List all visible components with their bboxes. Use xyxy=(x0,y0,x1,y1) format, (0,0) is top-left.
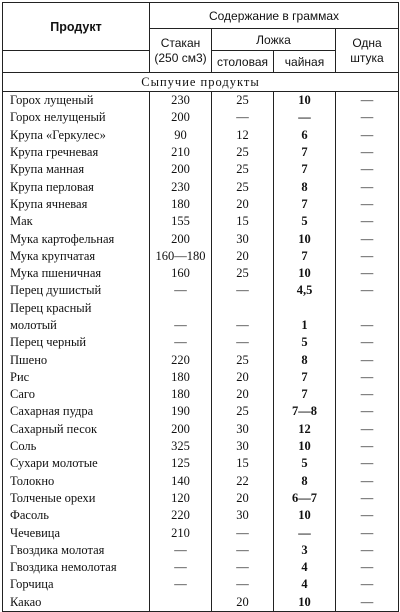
cell-tbsp: 15 xyxy=(212,213,274,230)
table-row xyxy=(3,230,399,247)
cell-tsp: 8 xyxy=(274,351,336,368)
cell-piece: — xyxy=(336,213,399,230)
header-glass xyxy=(150,29,212,73)
table-row xyxy=(3,403,399,420)
cell-tsp: — xyxy=(274,524,336,541)
table-row xyxy=(3,490,399,507)
header-spoon: Ложка xyxy=(212,29,336,51)
cell-tbsp: 22 xyxy=(212,473,274,490)
header-glass-label: Стакан xyxy=(160,35,201,50)
header-tablespoon: столовая xyxy=(212,51,274,73)
cell-name: Крупа перловая xyxy=(3,178,150,195)
header-teaspoon: чайная xyxy=(274,51,336,73)
cell-glass: 180 xyxy=(150,369,212,386)
table-row xyxy=(3,473,399,490)
table-body xyxy=(3,92,399,612)
table-row xyxy=(3,265,399,282)
cell-tbsp: 20 xyxy=(212,594,274,612)
cell-piece: — xyxy=(336,196,399,213)
cell-name: Какао xyxy=(3,594,150,612)
cell-piece: — xyxy=(336,334,399,351)
cell-tbsp: — xyxy=(212,317,274,334)
cell-tbsp: — xyxy=(212,542,274,559)
cell-glass xyxy=(150,594,212,612)
cell-tbsp: 30 xyxy=(212,438,274,455)
cell-glass: 200 xyxy=(150,421,212,438)
cell-tbsp: 30 xyxy=(212,507,274,524)
cell-tsp: 12 xyxy=(274,421,336,438)
cell-tsp: 7 xyxy=(274,386,336,403)
table-row xyxy=(3,161,399,178)
cell-tbsp: 15 xyxy=(212,455,274,472)
table-row xyxy=(3,178,399,195)
cell-piece: — xyxy=(336,161,399,178)
header-product-spacer xyxy=(3,51,150,73)
cell-piece: — xyxy=(336,282,399,299)
cell-tbsp: — xyxy=(212,559,274,576)
cell-tsp: 7 xyxy=(274,144,336,161)
cell-piece: — xyxy=(336,490,399,507)
cell-glass: — xyxy=(150,317,212,334)
cell-tbsp: 20 xyxy=(212,386,274,403)
cell-tsp: 7 xyxy=(274,161,336,178)
table-row xyxy=(3,576,399,593)
cell-name: молотый xyxy=(3,317,150,334)
cell-piece: — xyxy=(336,265,399,282)
cell-glass: — xyxy=(150,542,212,559)
cell-tsp: — xyxy=(274,109,336,126)
cell-name: Перец красный xyxy=(3,300,150,317)
cell-piece: — xyxy=(336,230,399,247)
cell-tbsp: 30 xyxy=(212,421,274,438)
table-row xyxy=(3,559,399,576)
cell-tbsp: 25 xyxy=(212,178,274,195)
cell-glass: 230 xyxy=(150,178,212,195)
cell-glass: 200 xyxy=(150,109,212,126)
measures-table xyxy=(2,2,399,612)
cell-name: Мука крупчатая xyxy=(3,248,150,265)
cell-tbsp xyxy=(212,300,274,317)
cell-tsp xyxy=(274,300,336,317)
cell-glass xyxy=(150,300,212,317)
table-row xyxy=(3,421,399,438)
table-row xyxy=(3,455,399,472)
cell-glass: 120 xyxy=(150,490,212,507)
cell-tbsp: — xyxy=(212,524,274,541)
cell-name: Сухари молотые xyxy=(3,455,150,472)
cell-name: Рис xyxy=(3,369,150,386)
table-row xyxy=(3,127,399,144)
cell-glass: 190 xyxy=(150,403,212,420)
cell-name: Толокно xyxy=(3,473,150,490)
cell-name: Саго xyxy=(3,386,150,403)
header-product: Продукт xyxy=(3,3,150,51)
cell-tsp: 7 xyxy=(274,369,336,386)
cell-tsp: 10 xyxy=(274,265,336,282)
cell-glass: 200 xyxy=(150,161,212,178)
header-one-piece xyxy=(336,29,399,73)
cell-name: Фасоль xyxy=(3,507,150,524)
table-row xyxy=(3,248,399,265)
cell-name: Крупа манная xyxy=(3,161,150,178)
table-row xyxy=(3,438,399,455)
cell-piece: — xyxy=(336,386,399,403)
cell-glass: 160—180 xyxy=(150,248,212,265)
table-row xyxy=(3,351,399,368)
cell-glass: 220 xyxy=(150,507,212,524)
cell-tsp: 4,5 xyxy=(274,282,336,299)
cell-name: Гвоздика молотая xyxy=(3,542,150,559)
cell-glass: — xyxy=(150,282,212,299)
cell-tsp: 5 xyxy=(274,455,336,472)
table-row xyxy=(3,524,399,541)
cell-tsp: 8 xyxy=(274,473,336,490)
table-row xyxy=(3,92,399,110)
cell-glass: 200 xyxy=(150,230,212,247)
cell-name: Горох лущеный xyxy=(3,92,150,110)
cell-name: Мука пшеничная xyxy=(3,265,150,282)
cell-tsp: 10 xyxy=(274,92,336,110)
cell-glass: 155 xyxy=(150,213,212,230)
cell-tsp: 6—7 xyxy=(274,490,336,507)
cell-glass: 210 xyxy=(150,524,212,541)
cell-glass: 90 xyxy=(150,127,212,144)
cell-glass: 230 xyxy=(150,92,212,110)
cell-tbsp: 12 xyxy=(212,127,274,144)
cell-name: Соль xyxy=(3,438,150,455)
cell-piece: — xyxy=(336,317,399,334)
cell-tsp: 5 xyxy=(274,334,336,351)
table-row xyxy=(3,542,399,559)
cell-name: Крупа гречневая xyxy=(3,144,150,161)
cell-piece: — xyxy=(336,92,399,110)
cell-tbsp: 20 xyxy=(212,248,274,265)
cell-tbsp: — xyxy=(212,282,274,299)
cell-tsp: 4 xyxy=(274,559,336,576)
cell-name: Горох нелущеный xyxy=(3,109,150,126)
table-row xyxy=(3,386,399,403)
cell-name: Крупа «Геркулес» xyxy=(3,127,150,144)
cell-tbsp: 25 xyxy=(212,403,274,420)
cell-glass: 125 xyxy=(150,455,212,472)
cell-tsp: 3 xyxy=(274,542,336,559)
cell-piece: — xyxy=(336,473,399,490)
cell-glass: — xyxy=(150,559,212,576)
cell-name: Горчица xyxy=(3,576,150,593)
cell-tsp: 7 xyxy=(274,196,336,213)
cell-piece: — xyxy=(336,438,399,455)
cell-tbsp: 25 xyxy=(212,265,274,282)
cell-tbsp: — xyxy=(212,334,274,351)
cell-piece: — xyxy=(336,507,399,524)
cell-piece: — xyxy=(336,421,399,438)
cell-piece: — xyxy=(336,542,399,559)
cell-name: Мак xyxy=(3,213,150,230)
cell-glass: 180 xyxy=(150,386,212,403)
cell-glass: — xyxy=(150,334,212,351)
cell-tsp: 10 xyxy=(274,438,336,455)
cell-name: Крупа ячневая xyxy=(3,196,150,213)
cell-piece: — xyxy=(336,455,399,472)
cell-name: Перец черный xyxy=(3,334,150,351)
cell-name: Пшено xyxy=(3,351,150,368)
cell-name: Перец душистый xyxy=(3,282,150,299)
table-row xyxy=(3,144,399,161)
cell-piece: — xyxy=(336,351,399,368)
cell-tsp: 10 xyxy=(274,594,336,612)
cell-tsp: 10 xyxy=(274,507,336,524)
table-row xyxy=(3,507,399,524)
cell-glass: 180 xyxy=(150,196,212,213)
cell-piece: — xyxy=(336,576,399,593)
cell-piece xyxy=(336,300,399,317)
table-row xyxy=(3,109,399,126)
cell-piece: — xyxy=(336,248,399,265)
table-row xyxy=(3,369,399,386)
cell-tsp: 7—8 xyxy=(274,403,336,420)
cell-piece: — xyxy=(336,403,399,420)
cell-glass: 160 xyxy=(150,265,212,282)
cell-piece: — xyxy=(336,144,399,161)
cell-name: Сахарный песок xyxy=(3,421,150,438)
cell-glass: 220 xyxy=(150,351,212,368)
cell-name: Гвоздика немолотая xyxy=(3,559,150,576)
cell-piece: — xyxy=(336,559,399,576)
table-row xyxy=(3,196,399,213)
cell-tbsp: 25 xyxy=(212,351,274,368)
cell-tbsp: 25 xyxy=(212,161,274,178)
cell-tsp: 1 xyxy=(274,317,336,334)
cell-tbsp: 20 xyxy=(212,490,274,507)
header-content-group: Содержание в граммах xyxy=(150,3,399,29)
cell-tbsp: 25 xyxy=(212,92,274,110)
table-row xyxy=(3,317,399,334)
cell-tsp: 8 xyxy=(274,178,336,195)
cell-piece: — xyxy=(336,127,399,144)
table-row xyxy=(3,334,399,351)
cell-glass: 325 xyxy=(150,438,212,455)
cell-tbsp: — xyxy=(212,576,274,593)
cell-piece: — xyxy=(336,109,399,126)
header-one-piece-line1: Одна xyxy=(352,35,382,50)
cell-piece: — xyxy=(336,524,399,541)
table-row xyxy=(3,282,399,299)
cell-piece: — xyxy=(336,178,399,195)
cell-piece: — xyxy=(336,594,399,612)
section-title: Сыпучие продукты xyxy=(3,73,399,92)
cell-tsp: 5 xyxy=(274,213,336,230)
cell-tbsp: — xyxy=(212,109,274,126)
cell-glass: — xyxy=(150,576,212,593)
cell-name: Сахарная пудра xyxy=(3,403,150,420)
cell-tsp: 6 xyxy=(274,127,336,144)
cell-name: Чечевица xyxy=(3,524,150,541)
cell-name: Мука картофельная xyxy=(3,230,150,247)
cell-tbsp: 30 xyxy=(212,230,274,247)
cell-name: Толченые орехи xyxy=(3,490,150,507)
cell-tsp: 4 xyxy=(274,576,336,593)
cell-piece: — xyxy=(336,369,399,386)
cell-glass: 210 xyxy=(150,144,212,161)
cell-glass: 140 xyxy=(150,473,212,490)
cell-tsp: 7 xyxy=(274,248,336,265)
table-row xyxy=(3,594,399,612)
header-glass-volume: (250 см3) xyxy=(154,50,207,65)
cell-tsp: 10 xyxy=(274,230,336,247)
cell-tbsp: 25 xyxy=(212,144,274,161)
table-row xyxy=(3,213,399,230)
header-one-piece-line2: штука xyxy=(350,50,384,65)
cell-tbsp: 20 xyxy=(212,196,274,213)
cell-tbsp: 20 xyxy=(212,369,274,386)
table-row xyxy=(3,300,399,317)
